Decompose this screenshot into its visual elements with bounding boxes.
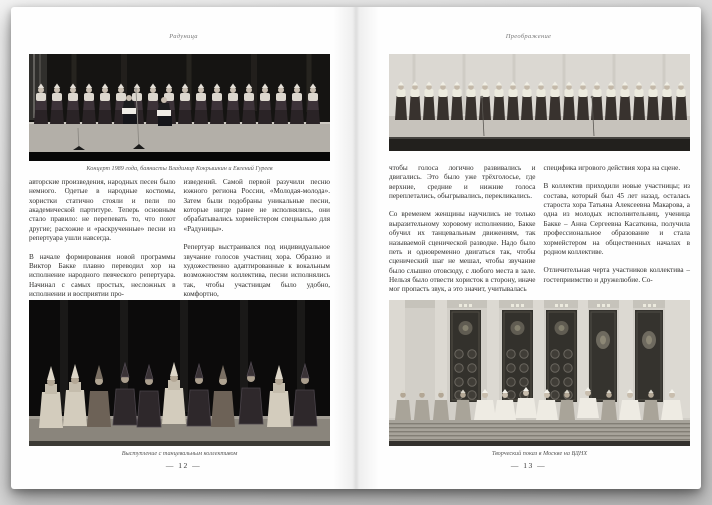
running-header-right: Преображение	[505, 33, 552, 40]
body-paragraph: авторские произведения, народных песен было немного. Одетые в народные костюмы, хористки статично стояли и пели по академической партитуре. Теперь основным стало правило: не перепевать то, что поют другие; расхожие и «раскрученные» песни из репертуара ушли навсегда.	[29, 178, 176, 243]
text-column	[184, 178, 331, 298]
text-columns-left	[29, 178, 330, 298]
body-paragraph: специфика игрового действия хора на сцене.	[543, 164, 681, 172]
text-column	[29, 178, 176, 298]
body-paragraph: Со временем женщины научились не только выразительному хоровому исполнению, Бакке обучил их танцевальным движениям, так называемой сценической разводке. Надо было петь и одновременно двигаться так, чтобы сценический шаг не мешал, чтобы звучание было слышно отовсюду, с любого места в зале. Нельзя было отвести хористок в сторону, иначе мог пропасть звук, а это значит, учитывалась	[389, 210, 536, 294]
body-paragraph: В начале формирования новой программы Виктор Бакке плавно переводил хор на исполнение народного певческого репертуара. Начинал с самых простых, несложных в исполнении и восприятии про-	[29, 252, 176, 298]
page-number-left: — 12 —	[165, 461, 202, 470]
body-paragraph: В коллектив приходили новые участницы; из состава, который был 45 лет назад, осталась староста хора Татьяна Алексеевна Макарова, а одна из молодых исполнительниц, ученица Бакке – Анна Сергеевна Касаткина, получила профессиональное образование и стала хормейстером на общественных началах в родном коллективе.	[543, 182, 690, 256]
text-column	[544, 164, 691, 297]
text-columns-right	[389, 164, 690, 297]
photo-caption: Творческий показ в Москве на ВДНХ	[491, 450, 588, 457]
body-paragraph: Репертуар выстраивался под индивидуальное звучание голосов участниц хора. Образно и художественно адаптированные к вокальным возможностям коллектива, песни исполнялись так, чтобы участницам было удобно, комфортно,	[183, 243, 330, 298]
photo-vdnkh-show	[389, 300, 690, 446]
body-paragraph: чтобы голоса логично развивались и двигались. Это было уже трёхголосье, где верхние, средние и нижние голоса переплетались, обыгрывались, перекликались.	[389, 164, 536, 201]
running-header-left: Радуница	[169, 33, 198, 40]
pavilion-steps	[389, 420, 690, 446]
page-right	[356, 7, 701, 489]
photo-concert-1989	[29, 54, 330, 161]
photo-caption: Концерт 1989 года, баянисты Владимир Кокрышкин и Евгений Гуреев	[86, 165, 273, 172]
book-spread	[11, 7, 701, 489]
text-column	[389, 164, 536, 297]
body-paragraph: изведений. Самой первой разучили песню южного региона России, «Молодая-молода». Затем были подобраны уникальные песни, которые нигде ранее не исполнялись, они обрабатывались хормейстером специально для «Радуницы».	[183, 178, 330, 233]
page-number-right: — 13 —	[510, 461, 547, 470]
page-left	[11, 7, 356, 489]
body-paragraph: Отличительная черта участников коллектива – гостеприимство и дружелюбие. Со-	[543, 266, 690, 284]
photo-caption: Выступление с танцевальным коллективом	[121, 450, 238, 457]
photo-dance-ensemble	[29, 300, 330, 446]
photo-choir-line	[389, 54, 690, 151]
